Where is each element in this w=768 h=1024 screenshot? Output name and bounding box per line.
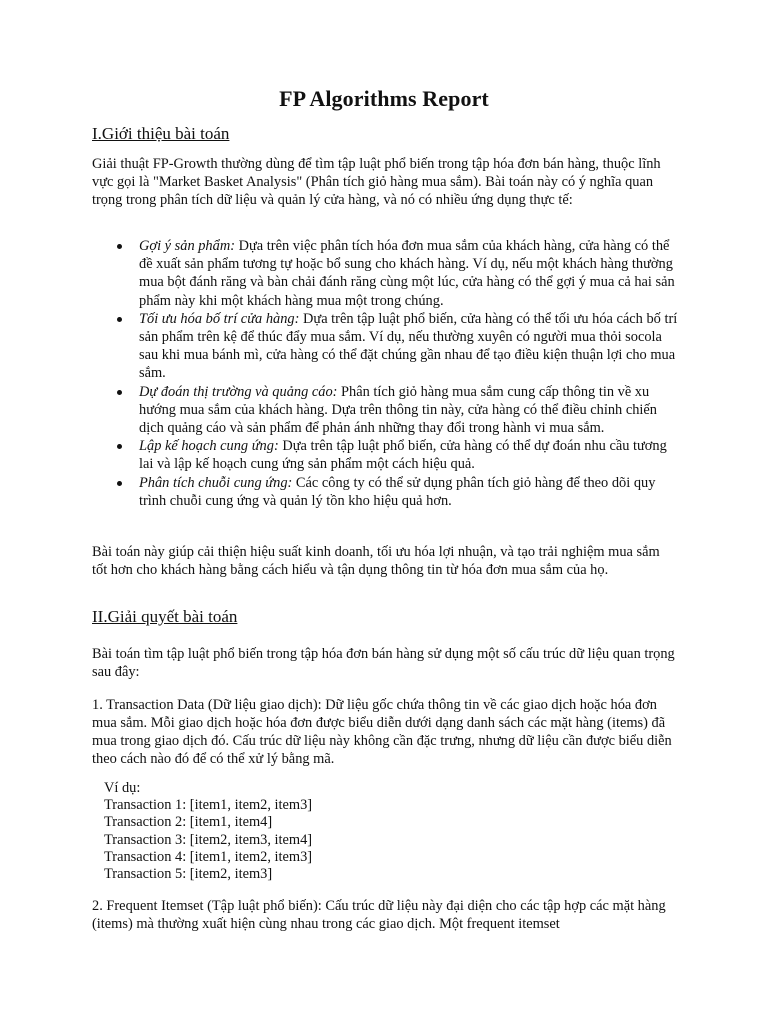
transaction-line: Transaction 4: [item1, item2, item3] [104,848,313,865]
conclusion-paragraph: Bài toán này giúp cải thiện hiệu suất kinh doanh, tối ưu hóa lợi nhuận, và tạo trải nghiệm mua sắm tốt hơn cho khách hàng bằng cách hiểu và tận dụng thông tin từ hóa đơn mua sắm của họ. [92,544,660,578]
list-item-text: Dựa trên tập luật phổ biến, cửa hàng có thể dự đoán nhu cầu tương lai và lập kế hoạch cung ứng sản phẩm một cách hiệu quả. [139,438,667,473]
transaction-line: Transaction 5: [item2, item3] [104,866,273,883]
list-item [139,237,681,310]
list-item-term: Phân tích chuỗi cung ứng: [139,474,293,491]
list-item [139,437,681,473]
transaction-line: Transaction 1: [item1, item2, item3] [104,797,313,814]
section-heading-solution: II.Giải quyết bài toán [92,607,238,626]
list-item-term: Tối ưu hóa bố trí cửa hàng: [139,310,300,327]
applications-list [139,237,681,510]
frequent-itemset-paragraph: 2. Frequent Itemset (Tập luật phổ biến): Cấu trúc dữ liệu này đại diện cho các tập hợp các mặt hàng (items) mà thường xuất hiện cùng nhau trong các giao dịch. Một frequent itemset [92,898,666,932]
list-item-term: Gợi ý sản phẩm: [139,238,236,254]
solution-intro-paragraph: Bài toán tìm tập luật phổ biến trong tập hóa đơn bán hàng sử dụng một số cấu trúc dữ liệu quan trọng sau đây: [92,646,675,680]
list-item-text: Dựa trên tập luật phổ biến, cửa hàng có thể tối ưu hóa cách bố trí sản phẩm trên kệ để thúc đẩy mua sắm. Ví dụ, nếu thường xuyên có người mua thỏi socola sau khi mua bánh mì, cửa hàng có thể đặt chúng gần nhau để tạo điều kiện thuận lợi cho mua sắm. [139,310,678,382]
transaction-line: Transaction 2: [item1, item4] [104,814,273,831]
example-label: Ví dụ: [104,780,141,796]
transaction-example-block [104,780,312,883]
list-item [139,310,681,383]
list-item-text: Dựa trên việc phân tích hóa đơn mua sắm của khách hàng, cửa hàng có thể đề xuất sản phẩm tương tự hoặc bổ sung cho khách hàng. Ví dụ, nếu một khách hàng thường mua bột đánh răng và bàn chải đánh răng cùng một lúc, cửa hàng có thể gợi ý mua cả hai sản phẩm này khi một khách hàng mua một trong chúng. [139,238,675,309]
section-heading-introduction: I.Giới thiệu bài toán [92,124,230,143]
transaction-data-paragraph: 1. Transaction Data (Dữ liệu giao dịch): Dữ liệu gốc chứa thông tin về các giao dịch hoặc hóa đơn mua sắm. Mỗi giao dịch hoặc hóa đơn được biểu diễn dưới dạng danh sách các mặt hàng (items) đã mua trong giao dịch đó. Cấu trúc dữ liệu này không cần đặc trưng, nhưng dữ liệu cần được biểu diễn theo cách nào đó để có thể xử lý bằng mã. [92,697,672,767]
document-title: FP Algorithms Report [279,86,489,111]
list-item-text: Phân tích giỏ hàng mua sắm cung cấp thông tin về xu hướng mua sắm của khách hàng. Dựa trên thông tin này, cửa hàng có thể điều chỉnh chiến dịch quảng cáo và sản phẩm để phản ánh những thay đổi trong hành vi mua sắm. [139,383,657,437]
list-item [139,474,681,510]
list-item-term: Dự đoán thị trường và quảng cáo: [139,383,338,400]
list-item [139,383,681,438]
intro-paragraph: Giải thuật FP-Growth thường dùng để tìm tập luật phổ biến trong tập hóa đơn bán hàng, thuộc lĩnh vực gọi là "Market Basket Analysis" (Phân tích giỏ hàng mua sắm). Bài toán này có ý nghĩa quan trọng trong phân tích dữ liệu và quản lý cửa hàng, và nó có nhiều ứng dụng thực tế: [92,156,661,208]
list-item-text: Các công ty có thể sử dụng phân tích giỏ hàng để theo dõi quy trình chuỗi cung ứng và quản lý tồn kho hiệu quả hơn. [139,474,656,509]
list-item-term: Lập kế hoạch cung ứng: [139,438,279,455]
transaction-line: Transaction 3: [item2, item3, item4] [104,831,313,848]
